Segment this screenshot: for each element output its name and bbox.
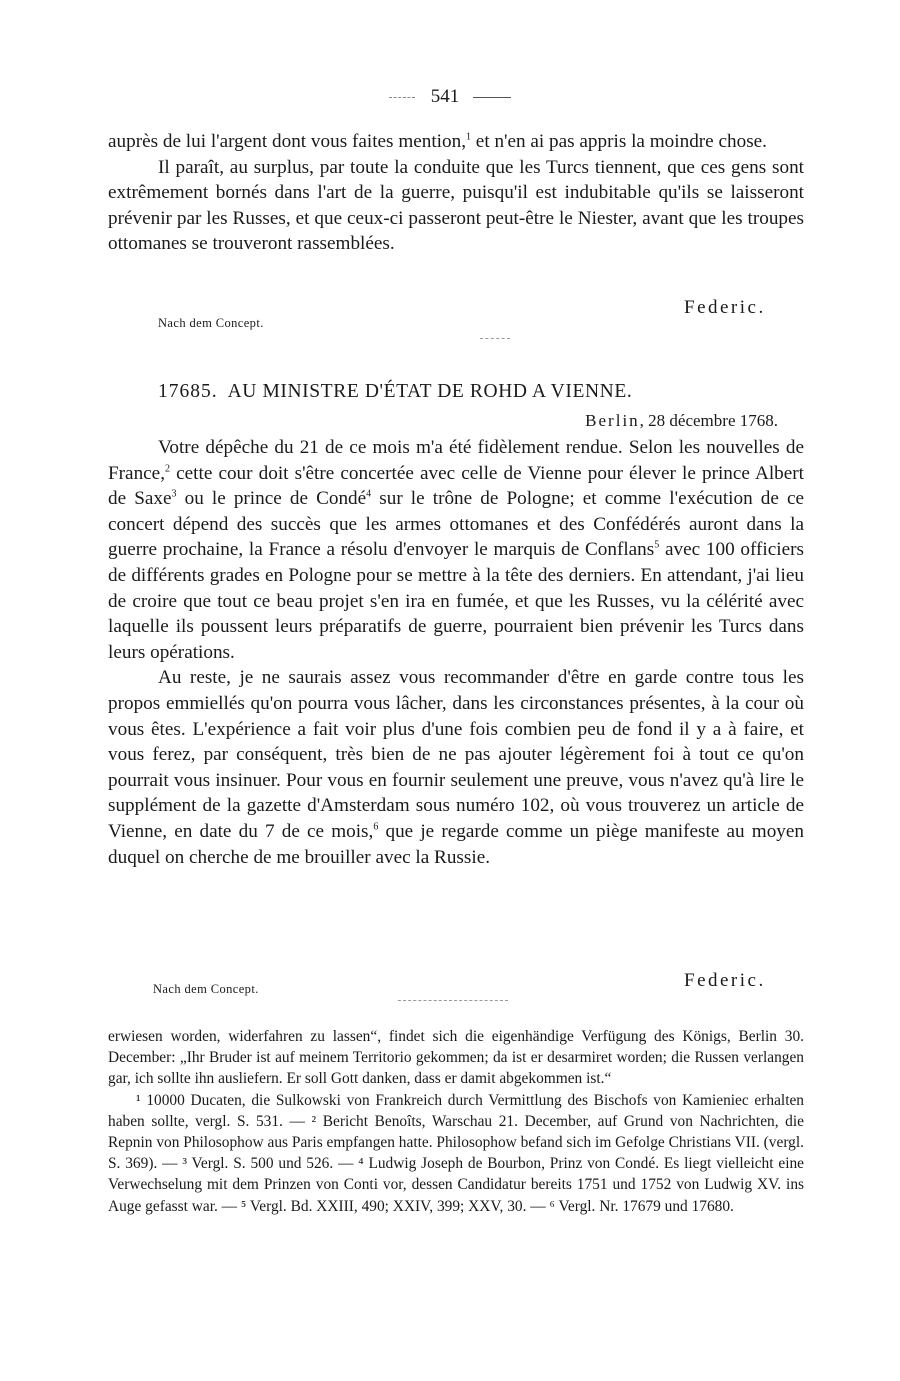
footnote-ref-3: 3 [171, 488, 177, 500]
footnote-list: ¹ 10000 Ducaten, die Sulkowski von Frankreich durch Vermittlung des Bischofs von Kamieniec erhalten haben sollte, vergl. S. 531. — ² Bericht Benoîts, Warschau 21. December, auf Grund von Nachrichten, die Repnin von Philosophow aus Paris empfangen hatte. Philosophow befand sich im Gefolge Christians VII. (vergl. S. 369). — ³ Vergl. S. 500 und 526. — ⁴ Ludwig Joseph de Bourbon, Prinz von Condé. Es liegt vielleicht eine Verwechselung mit dem Prinzen von Conti vor, dessen Candidatur bereits 1751 und 1752 von Ludwig XV. ins Auge gefasst war. — ⁵ Vergl. Bd. XXIII, 490; XXIV, 399; XXV, 30. — ⁶ Vergl. Nr. 17679 und 17680. [108, 1091, 804, 1215]
separator-rule-2 [398, 1000, 508, 1001]
continuation-text [108, 129, 804, 257]
signature-1: Federic. [684, 297, 766, 318]
footnote-ref-4: 4 [366, 488, 372, 500]
letter-title: AU MINISTRE D'ÉTAT DE ROHD A VIENNE. [227, 381, 633, 402]
source-note-2: Nach dem Concept. [153, 982, 259, 996]
page-number: 541 [430, 86, 460, 107]
letter-body [108, 435, 804, 870]
header-rule-right [473, 97, 511, 98]
letter-heading [158, 381, 632, 403]
letter-paragraph-2: Au reste, je ne saurais assez vous recommander d'être en garde contre tous les propos emmiellés qu'on pourra vous lâcher, dans les circonstances présentes, à la cour où vous êtes. L'expérience a fait voir plus d'une fois combien peu de fond il y a à faire, et vous ferez, par conséquent, très bien de ne pas ajouter légèrement foi à tout ce qu'on pourrait vous insinuer. Pour vous en fournir seulement une preuve, vous n'avez qu'à lire le supplément de la gazette d'Amsterdam sous numéro 102, où vous trouverez un article de Vienne, en date du 7 de ce mois,$^6$ que je regarde comme un piège manifeste au moyen duquel on cherche de me brouiller avec la Russie. [108, 667, 804, 868]
continuation-paragraph-2: Il paraît, au surplus, par toute la conduite que les Turcs tiennent, que ces gens sont extrêmement bornés dans l'art de la guerre, puisqu'il est indubitable qu'ils se laisseront prévenir par les Russes, et que ceux-ci passeront peut-être le Niester, avant que les troupes ottomanes se trouveront rassemblées. [108, 156, 804, 255]
letter-number: 17685. [158, 381, 218, 402]
signature-2: Federic. [684, 970, 766, 991]
page-header [0, 86, 900, 108]
dateline-city: Berlin [585, 411, 640, 430]
footnotes [108, 1026, 804, 1217]
footnote-ref-1: 1 [466, 131, 471, 143]
continuation-paragraph-1: auprès de lui l'argent dont vous faites mention,$^1$ et n'en ai pas appris la moindre chose. [108, 131, 767, 152]
letter-paragraph-1: Votre dépêche du 21 de ce mois m'a été fidèlement rendue. Selon les nouvelles de France,$^2$ cette cour doit s'être concertée avec celle de Vienne pour élever le prince Albert de Saxe$^3$ ou le prince de Condé$^4$ sur le trône de Pologne; et comme l'exécution de ce concert dépend des succès que les armes ottomanes et des Confédérés auront dans la guerre prochaine, la France a résolu d'envoyer le marquis de Conflans$^5$ avec 100 officiers de différents grades en Pologne pour se mettre à la tête des derniers. En attendant, j'ai lieu de croire que tout ce beau projet s'en ira en fumée, et que les Russes, vu la célérité avec laquelle ils poussent leurs préparatifs de guerre, pourraient bien prévenir les Turcs dans leurs opérations. [108, 437, 804, 663]
source-note-1: Nach dem Concept. [158, 316, 264, 330]
footnote-ref-2: 2 [165, 463, 171, 475]
dateline-date: , 28 décembre 1768. [639, 411, 778, 430]
separator-rule-1 [480, 338, 510, 339]
footnote-ref-5: 5 [654, 539, 660, 551]
footnote-ref-6: 6 [373, 821, 379, 833]
header-rule-left [389, 97, 415, 98]
footnote-carryover: erwiesen worden, widerfahren zu lassen“, findet sich die eigenhändige Verfügung des Königs, Berlin 30. December: „Ihr Bruder ist auf meinem Territorio gekommen; da ist er desarmiret worden; die Russen verlangen gar, ich sollte ihn ausliefern. Er soll Gott danken, dass er damit abgekommen ist.“ [108, 1028, 804, 1088]
letter-dateline [585, 411, 778, 431]
